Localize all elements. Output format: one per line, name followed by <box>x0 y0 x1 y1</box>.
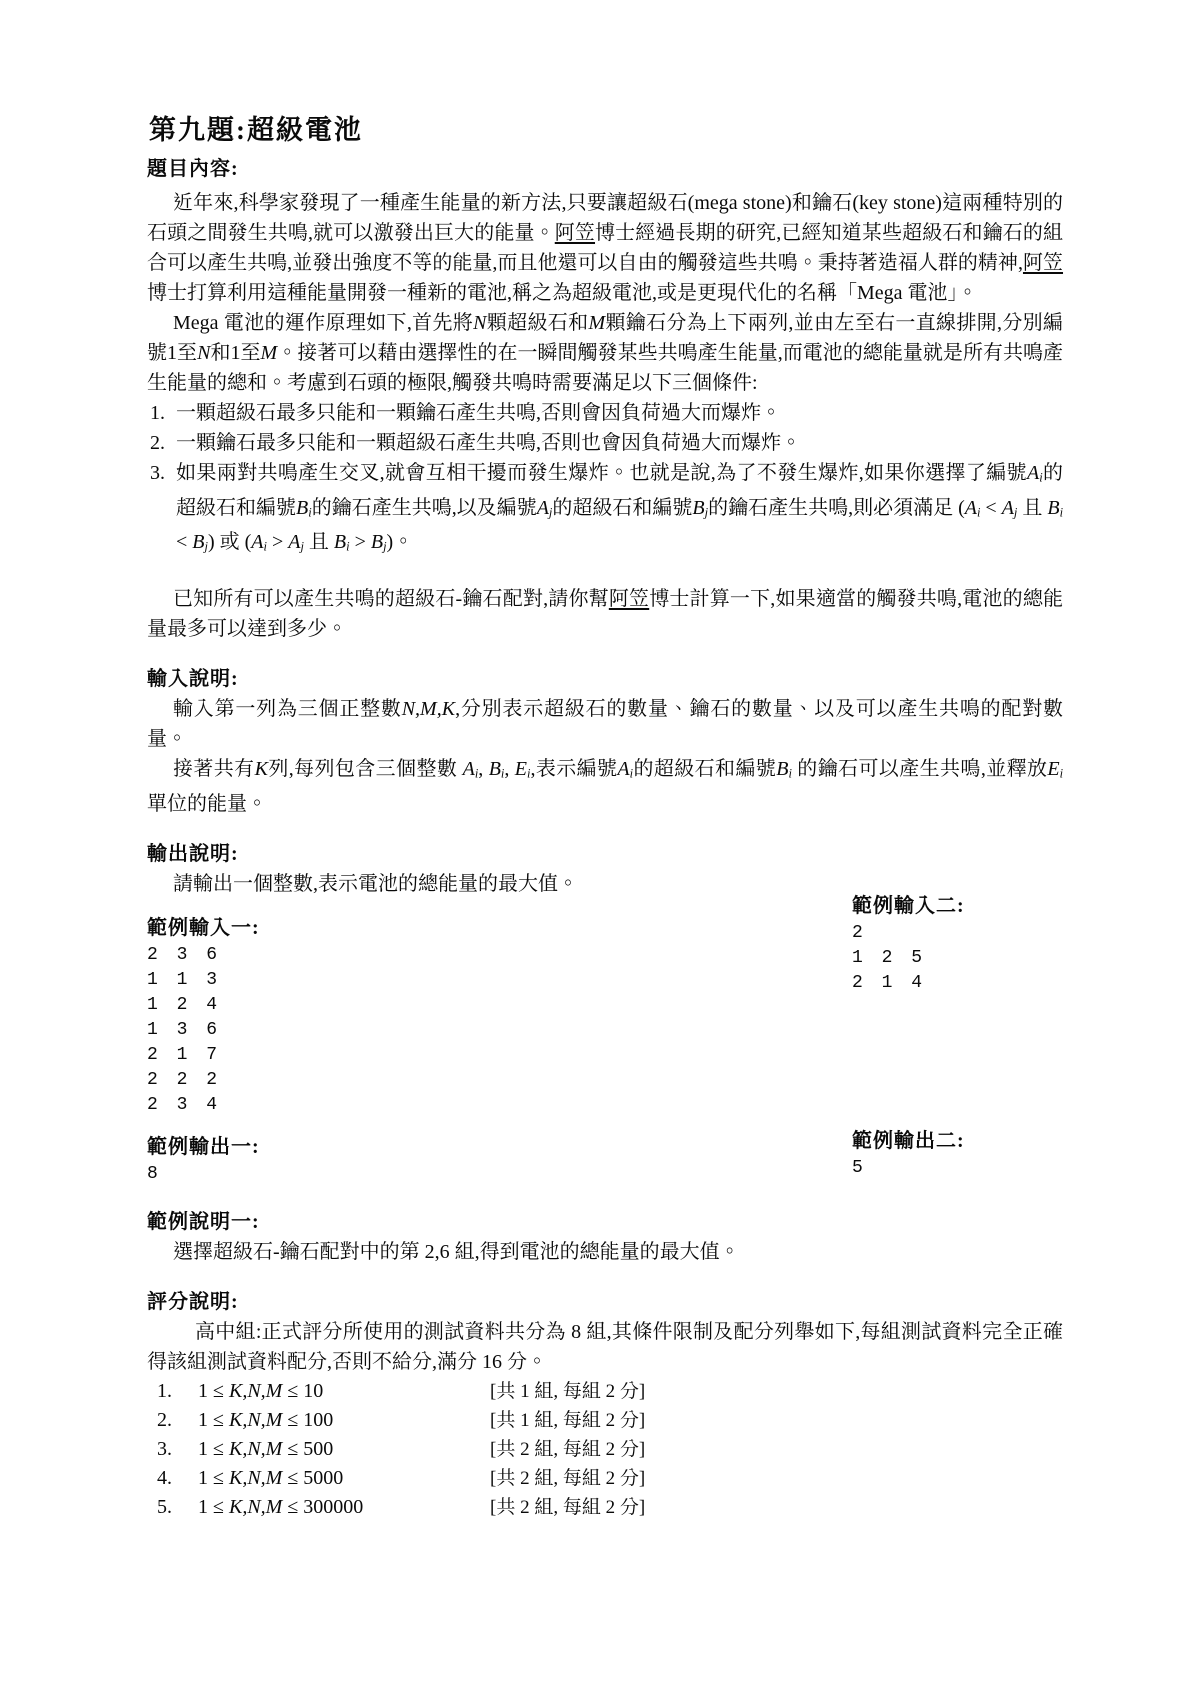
input-paragraph-1: 輸入第一列為三個正整數N,M,K,分別表示超級石的數量、鑰石的數量、以及可以產生共鳴的配對數量。 <box>147 698 1064 751</box>
samples-section <box>147 894 1063 1187</box>
condition-number: 3. <box>150 462 165 484</box>
sample-input-1-line: 1 3 6 <box>147 1019 222 1040</box>
sample-input-1-line: 2 1 7 <box>147 1044 222 1065</box>
sample-input-2-heading: 範例輸入二: <box>852 894 965 917</box>
scoring-row-number: 1. <box>157 1379 172 1402</box>
problem-paragraph-mechanism: Mega 電池的運作原理如下,首先將N顆超級石和M顆鑰石分為上下兩列,並由左至右一直線排開,分別編號1至N和1至M。接著可以藉由選擇性的在一瞬間觸發某些共鳴產生能量,而電池的總能量就是所有共鳴產生能量的總和。考慮到石頭的極限,觸發共鳴時需要滿足以下三個條件: <box>147 312 1064 394</box>
sample-output-1-value: 8 <box>147 1163 162 1184</box>
scoring-row-points: [共 2 組, 每組 2 分] <box>490 1438 646 1460</box>
scoring-row <box>147 1493 1063 1522</box>
scoring-intro: 高中組:正式評分所使用的測試資料共分為 8 組,其條件限制及配分列舉如下,每組測試資料完全正確得該組測試資料配分,否則不給分,滿分 16 分。 <box>147 1320 1063 1373</box>
problem-paragraph-intro: 近年來,科學家發現了一種產生能量的新方法,只要讓超級石(mega stone)和鑰石(key stone)這兩種特別的石頭之間發生共鳴,就可以激發出巨大的能量。阿笠博士經過長期的研究,已經知道某些超級石和鑰石的組合可以產生共鳴,並發出強度不等的能量,而且他還可以自由的觸發這些共鳴。秉持著造福人群的精神,阿笠博士打算利用這種能量開發一種新的電池,稱之為超級電池,或是更現代化的名稱「Mega 電池」。 <box>147 192 1064 304</box>
scoring-row-number: 2. <box>157 1408 172 1431</box>
sample-output-2-heading: 範例輸出二: <box>852 1129 965 1152</box>
problem-paragraph-task: 已知所有可以產生共鳴的超級石-鑰石配對,請你幫阿笠博士計算一下,如果適當的觸發共鳴,電池的總能量最多可以達到多少。 <box>147 588 1064 641</box>
condition-number: 1. <box>150 402 165 424</box>
output-paragraph: 請輸出一個整數,表示電池的總能量的最大值。 <box>173 872 578 895</box>
input-paragraph-2: 接著共有K列,每列包含三個整數 Ai, Bi, Ei,表示編號Ai的超級石和編號Bi 的鑰石可以產生共鳴,並釋放Ei單位的能量。 <box>147 758 1064 815</box>
sample-output-1-heading: 範例輸出一: <box>147 1135 260 1158</box>
scoring-table <box>147 1377 1063 1522</box>
sample-input-1-heading: 範例輸入一: <box>147 916 260 939</box>
scoring-row-constraint: 1 ≤ K,N,M ≤ 300000 <box>198 1495 364 1518</box>
scoring-row <box>147 1377 1063 1406</box>
condition-text: 一顆鑰石最多只能和一顆超級石產生共鳴,否則也會因負荷過大而爆炸。 <box>176 432 801 454</box>
sample-input-2-line: 1 2 5 <box>852 947 927 968</box>
sample-column-2 <box>852 891 1063 1181</box>
scoring-row-number: 4. <box>157 1466 172 1489</box>
condition-text: 一顆超級石最多只能和一顆鑰石產生共鳴,否則會因負荷過大而爆炸。 <box>176 402 781 424</box>
scoring-row <box>147 1435 1063 1464</box>
section-heading-problem-statement: 題目內容: <box>147 158 239 180</box>
sample-input-1-line: 2 3 6 <box>147 944 222 965</box>
sample-explanation-text: 選擇超級石-鑰石配對中的第 2,6 組,得到電池的總能量的最大值。 <box>173 1240 740 1263</box>
scoring-row-number: 5. <box>157 1495 172 1518</box>
scoring-row-number: 3. <box>157 1437 172 1460</box>
scoring-row-constraint: 1 ≤ K,N,M ≤ 500 <box>198 1437 334 1460</box>
scoring-row-constraint: 1 ≤ K,N,M ≤ 10 <box>198 1379 324 1402</box>
document-content <box>147 112 1063 1522</box>
sample-input-2-line: 2 <box>852 922 867 943</box>
scoring-row-points: [共 1 組, 每組 2 分] <box>490 1380 646 1402</box>
condition-number: 2. <box>150 432 165 454</box>
section-heading-scoring: 評分說明: <box>147 1290 239 1313</box>
scoring-row-points: [共 2 組, 每組 2 分] <box>490 1467 646 1489</box>
scoring-row-constraint: 1 ≤ K,N,M ≤ 5000 <box>198 1466 344 1489</box>
sample-input-1-line: 1 1 3 <box>147 969 222 990</box>
scoring-row <box>147 1464 1063 1493</box>
sample-input-1-line: 2 2 2 <box>147 1069 222 1090</box>
sample-input-2-line: 2 1 4 <box>852 972 927 993</box>
condition-text: 如果兩對共鳴產生交叉,就會互相干擾而發生爆炸。也就是說,為了不發生爆炸,如果你選擇了編號Ai的超級石和編號Bi的鑰石產生共鳴,以及編號Aj的超級石和編號Bj的鑰石產生共鳴,則必須滿足 (Ai < Aj 且 Bi < Bj) 或 (Ai > Aj 且 Bi > Bj)。 <box>176 462 1064 555</box>
scoring-row <box>147 1406 1063 1435</box>
scoring-row-points: [共 1 組, 每組 2 分] <box>490 1409 646 1431</box>
section-heading-input: 輸入說明: <box>147 668 239 691</box>
condition-item-2 <box>147 428 1063 458</box>
sample-input-1-line: 1 2 4 <box>147 994 222 1015</box>
scoring-row-points: [共 2 組, 每組 2 分] <box>490 1496 646 1518</box>
section-heading-sample-explanation: 範例說明一: <box>147 1210 260 1233</box>
scoring-row-constraint: 1 ≤ K,N,M ≤ 100 <box>198 1408 334 1431</box>
sample-output-2-value: 5 <box>852 1157 867 1178</box>
sample-input-1-line: 2 3 4 <box>147 1094 222 1115</box>
section-heading-output: 輸出說明: <box>147 842 239 865</box>
condition-item-1 <box>147 398 1063 428</box>
condition-item-3 <box>147 458 1063 562</box>
page-title: 第九題:超級電池 <box>149 115 363 145</box>
